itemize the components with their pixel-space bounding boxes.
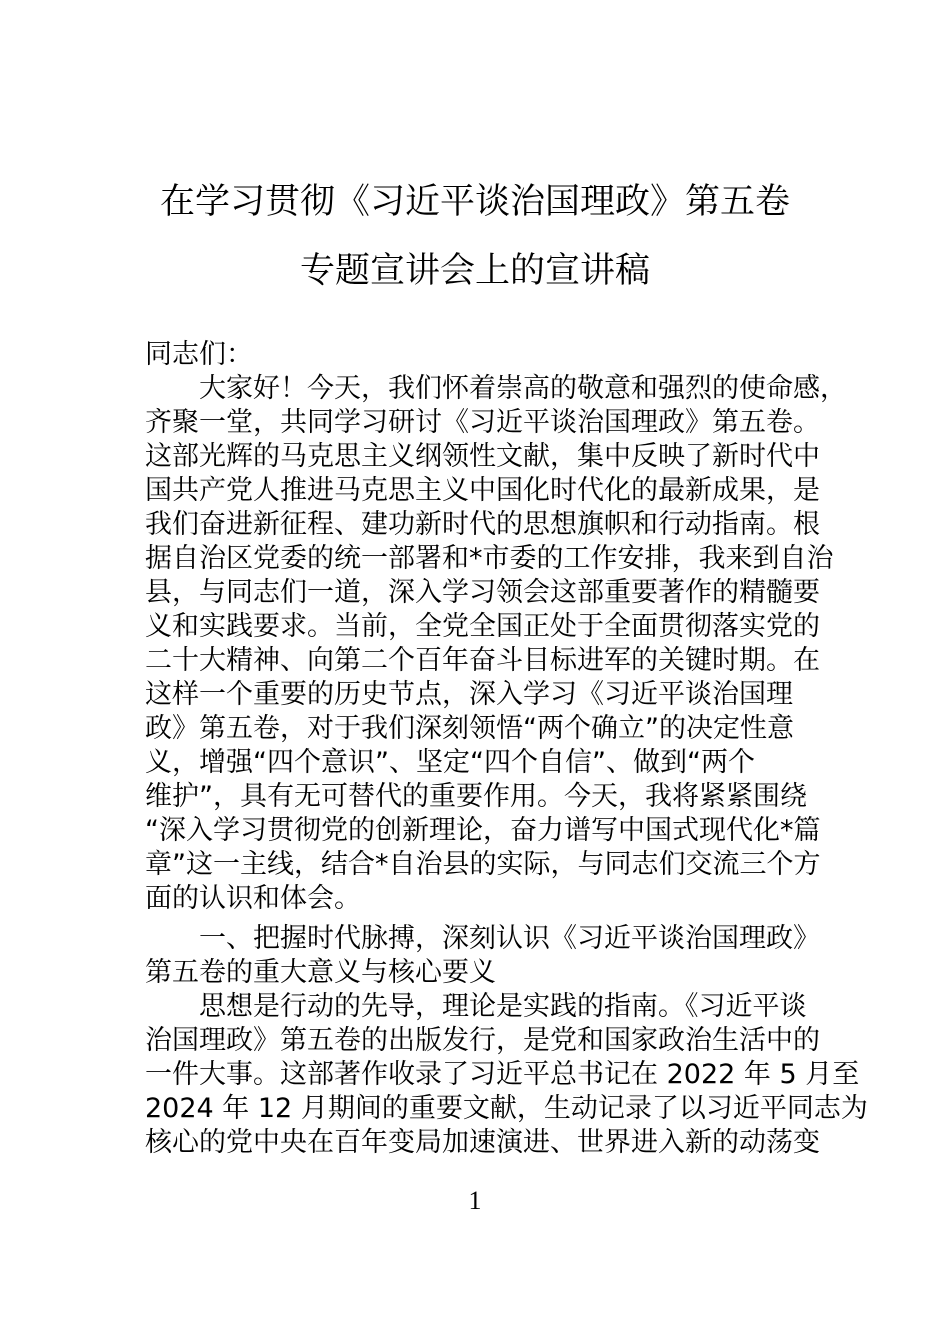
text-line: 面的认识和体会。 <box>145 883 361 914</box>
text-line: 维护”，具有无可替代的重要作用。今天，我将紧紧围绕 <box>145 781 807 812</box>
text-line: 据自治区党委的统一部署和*市委的工作安排，我来到自治 <box>145 543 834 574</box>
text-line: 国共产党人推进马克思主义中国化时代化的最新成果，是 <box>145 475 820 506</box>
text-line: 齐聚一堂，共同学习研讨《习近平谈治国理政》第五卷。 <box>145 407 820 438</box>
text-line: 思想是行动的先导，理论是实践的指南。《习近平谈 <box>199 991 807 1022</box>
text-line: 义和实践要求。当前，全党全国正处于全面贯彻落实党的 <box>145 611 820 642</box>
text-line: 第五卷的重大意义与核心要义 <box>145 957 496 988</box>
section-heading-line: 一、把握时代脉搏，深刻认识《习近平谈治国理政》 <box>199 923 820 954</box>
text-line: 治国理政》第五卷的出版发行，是党和国家政治生活中的 <box>145 1025 820 1056</box>
page-number: 1 <box>468 1186 482 1215</box>
text-line: 大家好！今天，我们怀着崇高的敬意和强烈的使命感， <box>199 373 847 404</box>
text-line: “深入学习贯彻党的创新理论，奋力谱写中国式现代化*篇 <box>145 815 821 846</box>
text-line: 2024 年 12 月期间的重要文献，生动记录了以习近平同志为 <box>145 1093 868 1124</box>
text-line: 二十大精神、向第二个百年奋斗目标进军的关键时期。在 <box>145 645 820 676</box>
text-line: 这部光辉的马克思主义纲领性文献，集中反映了新时代中 <box>145 441 820 472</box>
text-line: 同志们： <box>145 339 253 370</box>
document-title-line-2: 专题宣讲会上的宣讲稿 <box>299 251 650 291</box>
document-body <box>145 338 868 1160</box>
document-title-line-1: 在学习贯彻《习近平谈治国理政》第五卷 <box>159 182 790 222</box>
text-line: 章”这一主线，结合*自治县的实际，与同志们交流三个方 <box>145 849 821 880</box>
text-line: 县，与同志们一道，深入学习领会这部重要著作的精髓要 <box>145 577 820 608</box>
text-line: 我们奋进新征程、建功新时代的思想旗帜和行动指南。根 <box>145 509 820 540</box>
text-line: 政》第五卷，对于我们深刻领悟“两个确立”的决定性意 <box>145 713 794 744</box>
text-line: 核心的党中央在百年变局加速演进、世界进入新的动荡变 <box>145 1127 820 1158</box>
text-line: 这样一个重要的历史节点，深入学习《习近平谈治国理 <box>145 679 793 710</box>
text-line: 一件大事。这部著作收录了习近平总书记在 2022 年 5 月至 <box>145 1059 860 1090</box>
text-line: 义，增强“四个意识”、坚定“四个自信”、做到“两个 <box>145 747 755 778</box>
